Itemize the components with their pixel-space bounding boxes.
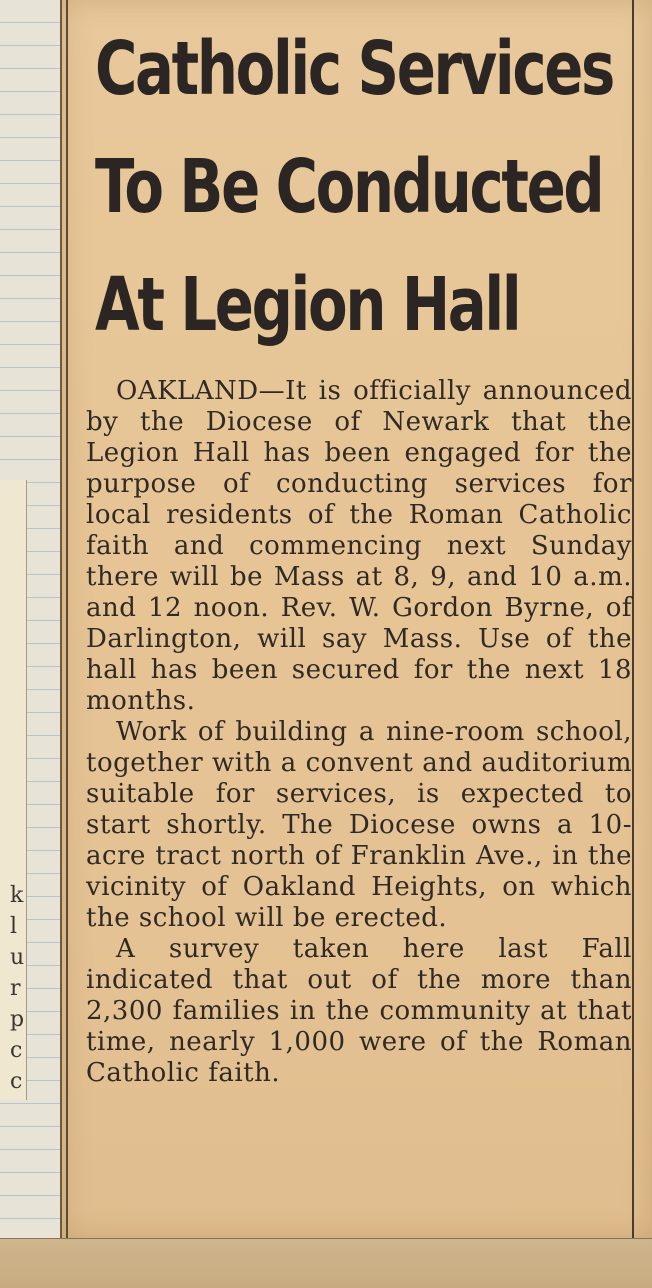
column-rule-right (632, 0, 634, 1240)
article-paragraph-3: A survey taken here last Fall indicated that out of the more than 2,300 families in the community at that time, nearly 1,000 were of the Roman Catholic faith. (86, 934, 632, 1088)
fragment-letter: k (10, 883, 24, 908)
headline-line-3: At Legion Hall (95, 262, 520, 348)
article-paragraph-1: OAKLAND—It is officially announced by the Diocese of Newark that the Legion Hall has been engaged for the purpose of conducting services for local residents of the Roman Catholic faith and commencing next Sunday there will be Mass at 8, 9, and 10 a.m. and 12 noon. Rev. W. Gordon Byrne, of Darlington, will say Mass. Use of the hall has been secured for the next 18 months. (86, 376, 632, 716)
headline-line-2: To Be Conducted (95, 144, 603, 230)
adjacent-clipping-fragments (10, 880, 30, 1097)
fragment-letter: r (10, 976, 21, 1001)
fragment-letter: l (10, 914, 18, 939)
article-body (86, 376, 632, 1089)
fragment-letter: c (10, 1069, 23, 1094)
fragment-letter: p (10, 1007, 25, 1032)
fragment-letter: u (10, 945, 25, 970)
fragment-letter: c (10, 1038, 23, 1063)
headline-line-1: Catholic Services (95, 26, 614, 112)
headline (95, 10, 614, 364)
article-paragraph-2: Work of building a nine-room school, together with a convent and auditorium suitable for services, is expected to start shortly. The Diocese owns a 10-acre tract north of Franklin Ave., in the vicinity of Oakland Heights, on which the school will be erected. (86, 717, 632, 933)
column-rule-left (66, 0, 68, 1240)
torn-bottom-edge (0, 1238, 652, 1288)
